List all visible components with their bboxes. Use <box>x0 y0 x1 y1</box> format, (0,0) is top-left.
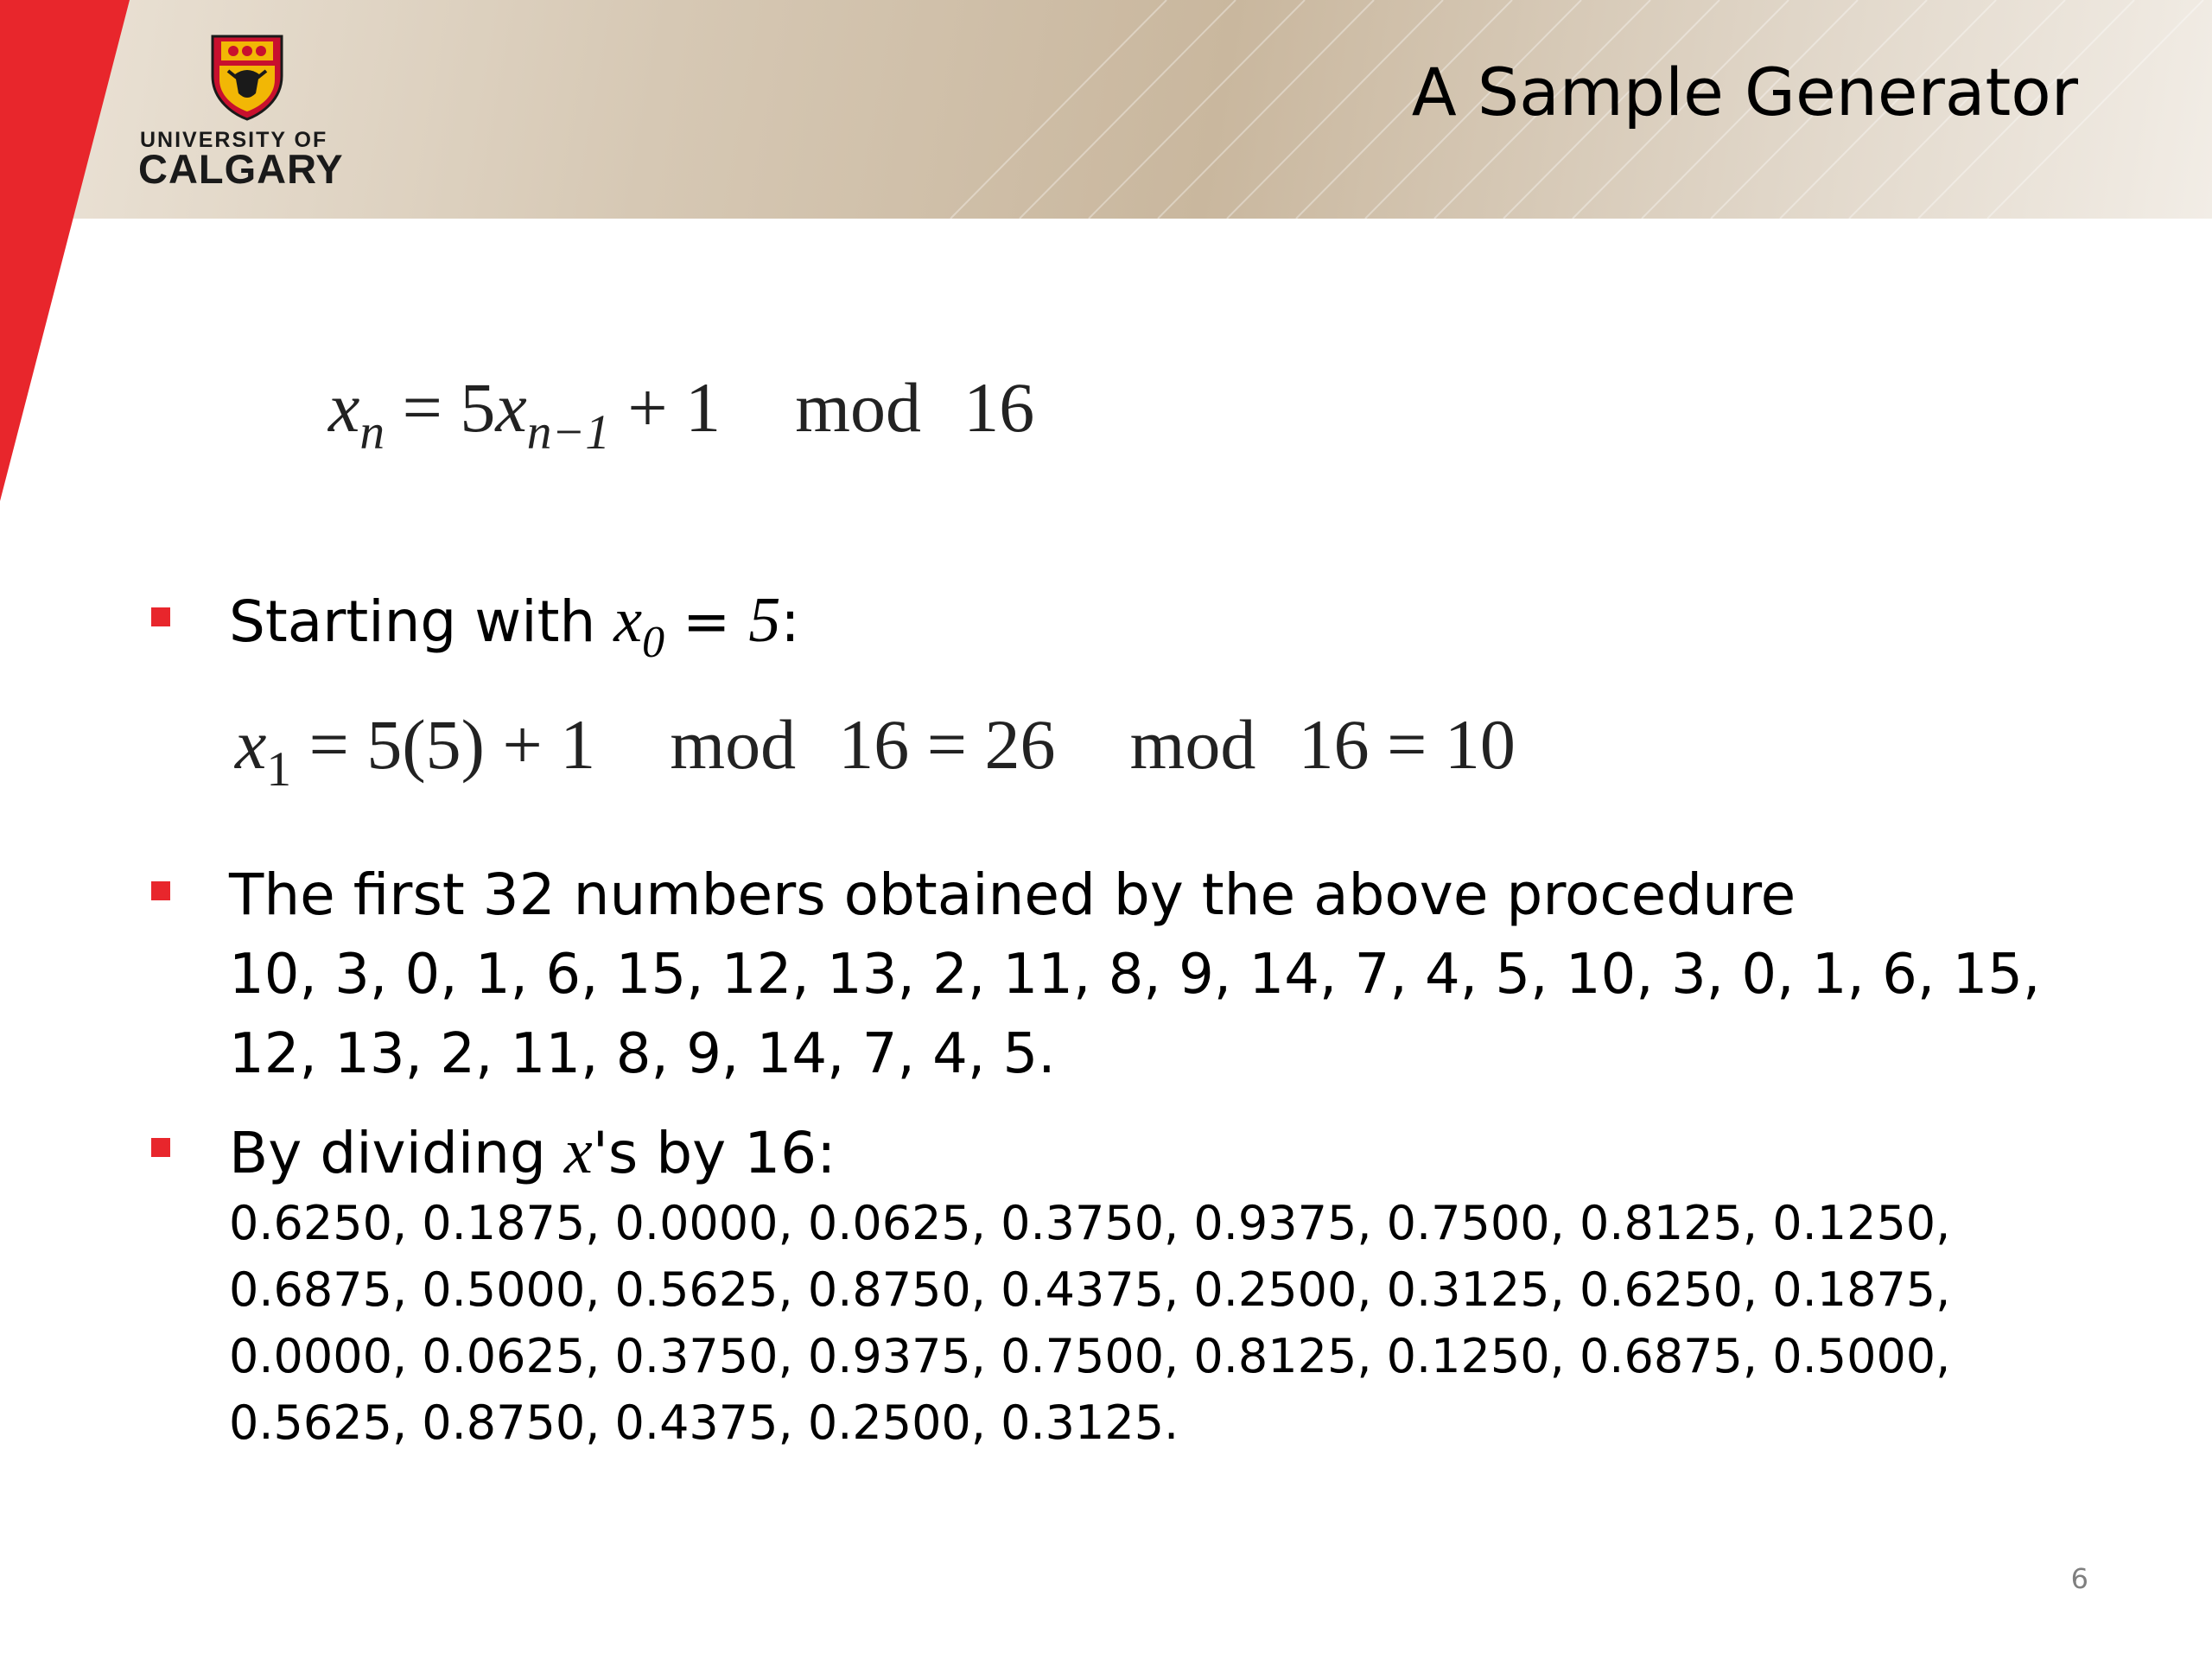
step-mod1: mod <box>670 705 797 784</box>
crest-icon <box>209 31 285 121</box>
dividing-text: By dividing <box>229 1120 564 1186</box>
starting-var: x <box>613 585 643 656</box>
bullet-dividing <box>229 1112 836 1193</box>
logo-text-line1: UNIVERSITY OF <box>140 128 328 152</box>
eq-mod: mod <box>795 368 922 447</box>
bullet-marker <box>151 881 170 900</box>
dividing-after: 's by 16: <box>592 1120 836 1186</box>
starting-colon: : <box>780 588 800 655</box>
eq-equals: = <box>402 368 442 447</box>
eq-rhs-var: x <box>495 368 527 447</box>
recurrence-equation <box>328 367 1035 461</box>
fraction-line: 0.0000, 0.0625, 0.3750, 0.9375, 0.7500, 0.8125, 0.1250, 0.6875, 0.5000, <box>229 1329 1951 1383</box>
step-mod2: mod <box>1129 705 1256 784</box>
eq-plus: + 1 <box>627 368 721 447</box>
first-step-equation <box>235 704 1516 798</box>
logo-text-line2: CALGARY <box>138 146 344 192</box>
fraction-line: 0.5625, 0.8750, 0.4375, 0.2500, 0.3125. <box>229 1395 1179 1450</box>
eq-lhs-var: x <box>328 368 360 447</box>
step-part3: 16 = 10 <box>1298 705 1516 784</box>
eq-lhs-sub: n <box>359 405 385 461</box>
bullet-first-32-heading: The first 32 numbers obtained by the above procedure <box>229 861 1796 928</box>
university-logo <box>138 31 363 195</box>
slide-title: A Sample Generator <box>1411 54 2078 130</box>
dividing-var: x <box>563 1116 593 1187</box>
eq-coef: 5 <box>460 368 496 447</box>
starting-sub: 0 <box>642 618 665 668</box>
red-accent-stripe <box>0 0 138 501</box>
starting-text: Starting with <box>229 588 614 655</box>
fraction-line: 0.6875, 0.5000, 0.5625, 0.8750, 0.4375, 0.2500, 0.3125, 0.6250, 0.1875, <box>229 1262 1951 1317</box>
starting-eq: = <box>664 588 749 655</box>
bullet-marker <box>151 607 170 626</box>
sequence-line: 12, 13, 2, 11, 8, 9, 14, 7, 4, 5. <box>229 1022 1056 1086</box>
step-part1: = 5(5) + 1 <box>308 705 596 784</box>
sequence-line: 10, 3, 0, 1, 6, 15, 12, 13, 2, 11, 8, 9, 14, 7, 4, 5, 10, 3, 0, 1, 6, 15, <box>229 943 2041 1007</box>
fraction-line: 0.6250, 0.1875, 0.0000, 0.0625, 0.3750, 0.9375, 0.7500, 0.8125, 0.1250, <box>229 1196 1951 1250</box>
page-number: 6 <box>2070 1562 2088 1595</box>
integer-sequence <box>229 935 2040 1094</box>
eq-modulus: 16 <box>963 368 1035 447</box>
step-part2: 16 = 26 <box>838 705 1056 784</box>
eq-rhs-sub: n−1 <box>526 405 610 461</box>
starting-val: 5 <box>748 585 781 656</box>
bullet-marker <box>151 1138 170 1157</box>
step-sub: 1 <box>266 742 292 798</box>
step-var: x <box>235 705 267 784</box>
fraction-sequence <box>229 1190 1950 1456</box>
bullet-starting <box>229 581 800 668</box>
